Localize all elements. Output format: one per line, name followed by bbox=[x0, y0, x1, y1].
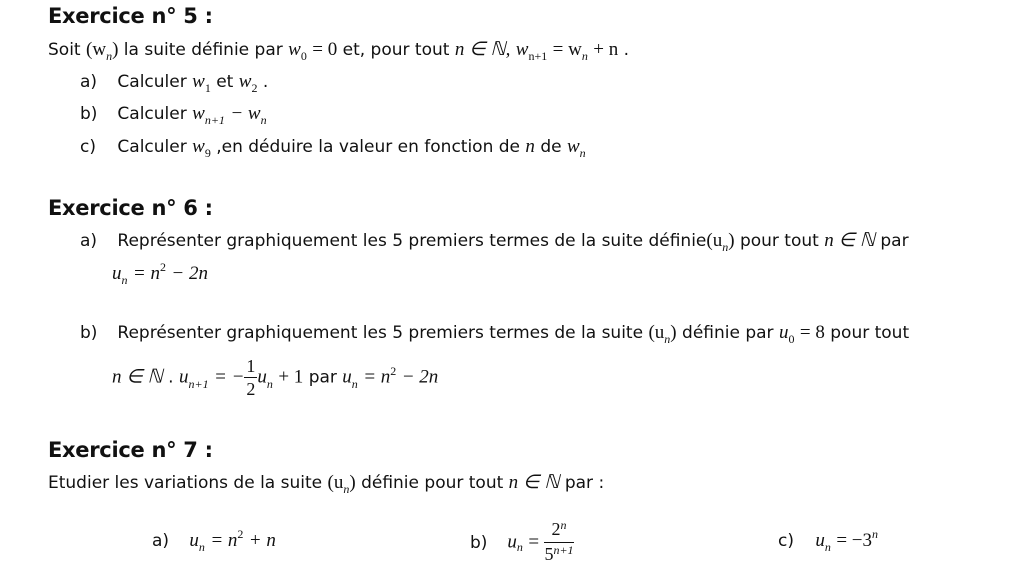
exercise-6-title: Exercice n° 6 : bbox=[48, 196, 213, 220]
ex6-formula-b: n ∈ ℕ . $u_{n+1}$ = − $\frac{1}{2}$ $u_n + 1$ par $u_n = n^2 - 2n$ bbox=[112, 356, 439, 399]
ex5-intro: Soit $(w_n)$ la suite définie par $w_0 = 0$ et, pour tout n ∈ ℕ, $w_{n+1} = w_n + n$ . bbox=[48, 39, 630, 63]
ex6-formula-a: $u_n = n^2 - 2n$ bbox=[112, 260, 208, 287]
fraction-2n-over-5n1: $\frac{2^n}{5^{n+1}}$ bbox=[544, 518, 574, 564]
exercise-7-title: Exercice n° 7 : bbox=[48, 438, 213, 462]
ex7-item-b: b) $u_n$ = $\frac{2^n}{5^{n+1}}$ bbox=[470, 518, 574, 567]
ex6-item-a: a) Représenter graphiquement les 5 premiers termes de la suite $définie(u_n)$ pour tout n ∈ ℕ par bbox=[80, 230, 909, 254]
fraction-one-half: $\frac{1}{2}$ bbox=[246, 356, 256, 399]
ex7-item-a: a) $u_n = n^2 + n$ bbox=[152, 527, 276, 554]
ex5-item-c: c) Calculer $w_9$ ,en déduire la valeur en fonction de n de $w_n$ bbox=[80, 136, 586, 160]
exercise-5-title: Exercice n° 5 : bbox=[48, 4, 213, 28]
ex7-item-c: c) $u_n = -3^n$ bbox=[778, 527, 878, 554]
ex7-intro: Etudier les variations de la suite $(u_n)$ définie pour tout n ∈ ℕ par : bbox=[48, 472, 605, 496]
ex5-item-a: a) Calculer $w_1$ et $w_2$ . bbox=[80, 71, 269, 95]
ex6-item-b: b) Représenter graphiquement les 5 premiers termes de la suite $(u_n)$ définie par $u_0 = 8$ pour tout bbox=[80, 322, 910, 346]
ex5-item-b: b) Calculer $w_{n+1} - w_n$ bbox=[80, 103, 267, 127]
